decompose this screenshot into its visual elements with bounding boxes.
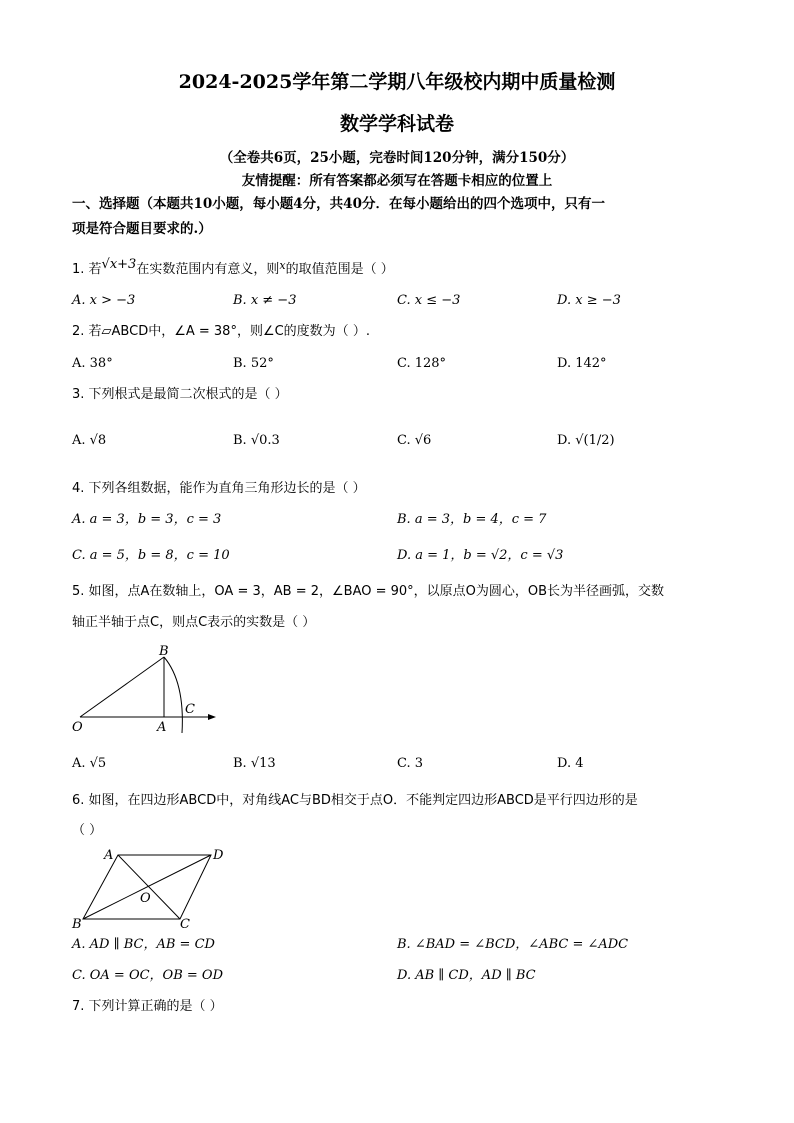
q3-option-d: D. √(1/2) <box>557 433 615 448</box>
q5-label-a: A <box>157 720 167 735</box>
q1-option-c: C. x ≤ −3 <box>397 293 461 308</box>
q4-option-a: A. a = 3，b = 3，c = 3 <box>72 512 222 527</box>
q1-option-a: A. x > −3 <box>72 293 136 308</box>
q5-label-o: O <box>72 720 83 735</box>
q3-option-c: C. √6 <box>397 433 432 448</box>
q6-diagonal-ac <box>118 855 180 919</box>
question-5-stem-line2: 轴正半轴于点C，则点C表示的实数是（ ） <box>72 615 316 630</box>
q1-stem-part-1: 1. 若 <box>72 262 102 277</box>
q1-stem-part-3: 的取值范围是（ ） <box>285 262 394 277</box>
q1-option-d: D. x ≥ −3 <box>557 293 621 308</box>
question-3-stem: 3. 下列根式是最简二次根式的是（ ） <box>72 387 288 402</box>
q2-option-d: D. 142° <box>557 356 607 371</box>
q3-option-a: A. √8 <box>72 433 107 448</box>
q6-label-d: D <box>213 848 224 863</box>
question-7-stem: 7. 下列计算正确的是（ ） <box>72 999 223 1014</box>
q6-label-o: O <box>140 891 151 906</box>
q5-axis-arrowhead <box>208 714 216 720</box>
q1-variable: x <box>279 259 286 272</box>
q5-option-b: B. √13 <box>233 756 276 771</box>
q6-diagonal-bd <box>83 855 211 919</box>
q6-option-d: D. AB ∥ CD，AD ∥ BC <box>397 968 536 983</box>
q4-option-c: C. a = 5，b = 8，c = 10 <box>72 548 230 563</box>
q1-option-b: B. x ≠ −3 <box>233 293 297 308</box>
q5-segment-ob <box>80 657 164 717</box>
q5-option-d: D. 4 <box>557 756 584 771</box>
exam-reminder: 友情提醒：所有答案都必须写在答题卡相应的位置上 <box>241 173 553 189</box>
q5-option-c: C. 3 <box>397 756 424 771</box>
question-2-stem: 2. 若▱ABCD中，∠A = 38°，则∠C的度数为（ ）. <box>72 324 370 339</box>
q6-label-c: C <box>180 917 190 932</box>
q2-option-c: C. 128° <box>397 356 447 371</box>
q6-option-a: A. AD ∥ BC，AB = CD <box>72 937 215 952</box>
q5-label-b: B <box>159 644 169 659</box>
q5-option-a: A. √5 <box>72 756 107 771</box>
q4-option-b: B. a = 3，b = 4，c = 7 <box>397 512 547 527</box>
q6-parallelogram-figure <box>68 842 238 932</box>
q3-option-b: B. √0.3 <box>233 433 280 448</box>
q1-radical: √x+3 <box>101 257 137 272</box>
exam-subtitle: 数学学科试卷 <box>339 113 454 135</box>
exam-title: 2024-2025学年第二学期八年级校内期中质量检测 <box>178 71 616 93</box>
q6-option-b: B. ∠BAD = ∠BCD，∠ABC = ∠ADC <box>397 937 629 952</box>
q5-number-line-figure <box>68 642 228 738</box>
question-6-stem-line2: （ ） <box>72 823 103 838</box>
q6-label-a: A <box>104 848 114 863</box>
question-4-stem: 4. 下列各组数据，能作为直角三角形边长的是（ ） <box>72 481 366 496</box>
section-header-line2: 项是符合题目要求的.） <box>72 221 212 237</box>
question-5-stem-line1: 5. 如图，点A在数轴上，OA = 3，AB = 2，∠BAO = 90°，以原点O为圆心，OB长为半径画弧，交数 <box>72 584 665 599</box>
q5-label-c: C <box>185 702 195 717</box>
q6-label-b: B <box>72 917 82 932</box>
q2-option-b: B. 52° <box>233 356 274 371</box>
question-6-stem-line1: 6. 如图，在四边形ABCD中，对角线AC与BD相交于点O．不能判定四边形ABCD是平行四边形的是 <box>72 793 638 808</box>
q4-option-d: D. a = 1，b = √2，c = √3 <box>397 548 564 563</box>
q2-option-a: A. 38° <box>72 356 113 371</box>
q6-option-c: C. OA = OC，OB = OD <box>72 968 224 983</box>
exam-info: （全卷共6页，25小题，完卷时间120分钟，满分150分） <box>219 150 575 166</box>
q1-stem-part-2: 在实数范围内有意义，则 <box>136 262 280 277</box>
question-1-stem <box>72 257 394 278</box>
q5-arc <box>164 657 182 733</box>
section-header-line1: 一、选择题（本题共10小题，每小题4分，共40分．在每小题给出的四个选项中，只有一 <box>72 196 605 212</box>
